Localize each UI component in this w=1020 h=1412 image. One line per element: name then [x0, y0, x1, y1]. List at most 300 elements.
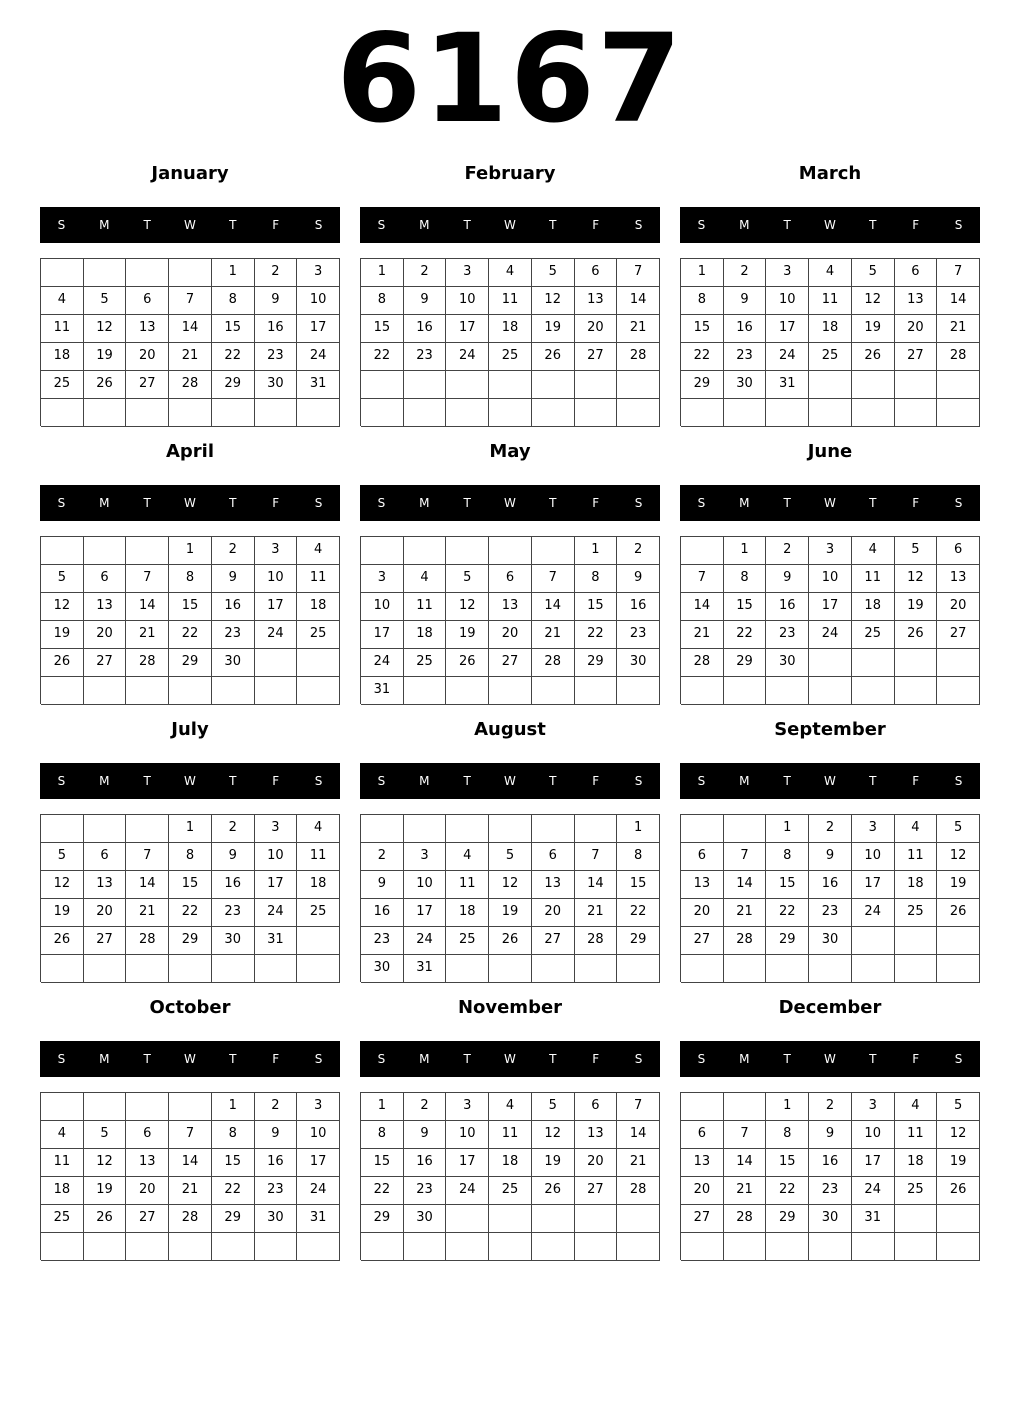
day-cell: 23 [617, 621, 660, 649]
day-cell: 8 [169, 843, 212, 871]
day-cell: 22 [169, 899, 212, 927]
day-cell: 1 [169, 537, 212, 565]
empty-cell [489, 1233, 532, 1261]
day-cell: 10 [361, 593, 404, 621]
weekday-label: F [912, 774, 920, 788]
day-cell: 11 [895, 1121, 938, 1149]
empty-cell [41, 1093, 84, 1121]
weekday-header [360, 207, 660, 243]
day-cell: 14 [126, 871, 169, 899]
day-cell: 5 [937, 1093, 980, 1121]
day-cell: 9 [724, 287, 767, 315]
day-grid [680, 814, 980, 982]
day-grid [680, 536, 980, 704]
empty-cell [937, 1233, 980, 1261]
day-cell: 31 [297, 371, 340, 399]
day-cell: 25 [809, 343, 852, 371]
day-cell: 4 [446, 843, 489, 871]
weekday-label: S [697, 774, 706, 788]
empty-cell [169, 259, 212, 287]
day-cell: 2 [809, 1093, 852, 1121]
day-cell: 2 [724, 259, 767, 287]
day-cell: 25 [895, 1177, 938, 1205]
empty-cell [532, 537, 575, 565]
day-cell: 22 [361, 343, 404, 371]
day-cell: 15 [575, 593, 618, 621]
day-cell: 15 [766, 1149, 809, 1177]
day-cell: 16 [361, 899, 404, 927]
month-name: November [457, 997, 563, 1018]
day-cell: 25 [404, 649, 447, 677]
empty-cell [575, 1205, 618, 1233]
day-cell: 10 [255, 843, 298, 871]
weekday-label: S [634, 1052, 643, 1066]
empty-cell [126, 259, 169, 287]
empty-cell [809, 677, 852, 705]
month-name: February [464, 163, 556, 184]
day-cell: 30 [766, 649, 809, 677]
empty-cell [937, 955, 980, 983]
empty-cell [937, 677, 980, 705]
empty-cell [937, 399, 980, 427]
weekday-label: T [143, 1052, 151, 1066]
empty-cell [532, 955, 575, 983]
weekday-label: F [592, 496, 600, 510]
day-cell: 19 [84, 343, 127, 371]
day-cell: 9 [361, 871, 404, 899]
day-cell: 25 [852, 621, 895, 649]
empty-cell [489, 677, 532, 705]
month-april [40, 436, 340, 714]
day-cell: 17 [446, 315, 489, 343]
day-cell: 6 [681, 1121, 724, 1149]
day-cell: 3 [255, 815, 298, 843]
weekday-label: M [419, 774, 430, 788]
day-cell: 22 [724, 621, 767, 649]
empty-cell [895, 1233, 938, 1261]
day-cell: 24 [766, 343, 809, 371]
day-cell: 14 [617, 1121, 660, 1149]
empty-cell [724, 399, 767, 427]
weekday-label: T [869, 496, 877, 510]
day-cell: 30 [724, 371, 767, 399]
day-cell: 27 [489, 649, 532, 677]
day-cell: 17 [852, 871, 895, 899]
day-cell: 28 [126, 649, 169, 677]
day-cell: 14 [126, 593, 169, 621]
weekday-label: M [739, 1052, 750, 1066]
day-cell: 12 [532, 287, 575, 315]
day-cell: 16 [255, 1149, 298, 1177]
day-cell: 27 [895, 343, 938, 371]
day-cell: 10 [446, 287, 489, 315]
empty-cell [809, 955, 852, 983]
day-cell: 1 [617, 815, 660, 843]
day-cell: 19 [532, 1149, 575, 1177]
empty-cell [895, 371, 938, 399]
empty-cell [361, 815, 404, 843]
day-cell: 6 [126, 287, 169, 315]
weekday-header [680, 1041, 980, 1077]
day-cell: 25 [41, 371, 84, 399]
empty-cell [404, 815, 447, 843]
day-cell: 14 [169, 315, 212, 343]
empty-cell [575, 371, 618, 399]
day-cell: 18 [41, 1177, 84, 1205]
day-cell: 5 [84, 287, 127, 315]
day-cell: 29 [212, 1205, 255, 1233]
weekday-label: T [869, 1052, 877, 1066]
weekday-header [40, 1041, 340, 1077]
day-cell: 2 [404, 1093, 447, 1121]
day-cell: 23 [809, 899, 852, 927]
day-cell: 2 [361, 843, 404, 871]
month-november [360, 992, 660, 1270]
day-cell: 8 [724, 565, 767, 593]
day-cell: 26 [532, 1177, 575, 1205]
day-cell: 21 [681, 621, 724, 649]
empty-cell [809, 371, 852, 399]
day-cell: 11 [489, 1121, 532, 1149]
day-cell: 8 [766, 843, 809, 871]
day-cell: 25 [446, 927, 489, 955]
weekday-label: T [229, 218, 237, 232]
empty-cell [895, 927, 938, 955]
day-cell: 11 [489, 287, 532, 315]
empty-cell [724, 1093, 767, 1121]
weekday-header [680, 763, 980, 799]
day-cell: 21 [169, 343, 212, 371]
day-cell: 5 [446, 565, 489, 593]
weekday-label: S [954, 774, 963, 788]
day-cell: 17 [255, 871, 298, 899]
day-cell: 13 [895, 287, 938, 315]
day-cell: 15 [212, 315, 255, 343]
empty-cell [297, 399, 340, 427]
day-cell: 19 [84, 1177, 127, 1205]
month-december [680, 992, 980, 1270]
weekday-label: M [419, 218, 430, 232]
day-cell: 17 [297, 1149, 340, 1177]
day-cell: 14 [169, 1149, 212, 1177]
weekday-label: W [504, 496, 516, 510]
day-cell: 20 [84, 621, 127, 649]
weekday-label: F [272, 496, 280, 510]
day-cell: 13 [126, 1149, 169, 1177]
day-cell: 20 [681, 1177, 724, 1205]
day-cell: 18 [297, 593, 340, 621]
day-cell: 7 [724, 1121, 767, 1149]
day-cell: 26 [895, 621, 938, 649]
empty-cell [84, 259, 127, 287]
empty-cell [446, 399, 489, 427]
weekday-label: M [99, 218, 110, 232]
day-cell: 10 [446, 1121, 489, 1149]
weekday-label: T [463, 218, 471, 232]
day-cell: 22 [212, 1177, 255, 1205]
day-cell: 24 [255, 899, 298, 927]
empty-cell [617, 955, 660, 983]
day-cell: 10 [852, 1121, 895, 1149]
day-cell: 27 [937, 621, 980, 649]
weekday-label: T [143, 774, 151, 788]
day-cell: 7 [617, 259, 660, 287]
empty-cell [532, 1233, 575, 1261]
empty-cell [681, 815, 724, 843]
day-cell: 1 [361, 1093, 404, 1121]
weekday-label: S [57, 774, 66, 788]
day-cell: 9 [212, 843, 255, 871]
day-cell: 13 [575, 1121, 618, 1149]
day-grid [360, 258, 660, 426]
weekday-label: T [229, 774, 237, 788]
day-cell: 15 [361, 315, 404, 343]
weekday-label: S [634, 218, 643, 232]
day-cell: 13 [126, 315, 169, 343]
day-cell: 11 [809, 287, 852, 315]
day-cell: 16 [724, 315, 767, 343]
day-cell: 7 [575, 843, 618, 871]
day-cell: 21 [937, 315, 980, 343]
day-cell: 23 [212, 621, 255, 649]
empty-cell [84, 1093, 127, 1121]
empty-cell [681, 1233, 724, 1261]
empty-cell [169, 677, 212, 705]
weekday-label: S [954, 1052, 963, 1066]
day-cell: 27 [126, 1205, 169, 1233]
empty-cell [489, 815, 532, 843]
weekday-label: F [272, 1052, 280, 1066]
day-cell: 10 [852, 843, 895, 871]
weekday-label: S [954, 496, 963, 510]
weekday-label: F [272, 774, 280, 788]
empty-cell [489, 371, 532, 399]
month-august [360, 714, 660, 992]
day-cell: 2 [809, 815, 852, 843]
empty-cell [84, 815, 127, 843]
day-cell: 24 [297, 343, 340, 371]
empty-cell [41, 399, 84, 427]
empty-cell [212, 955, 255, 983]
day-cell: 5 [489, 843, 532, 871]
day-cell: 9 [809, 1121, 852, 1149]
day-cell: 24 [361, 649, 404, 677]
empty-cell [681, 955, 724, 983]
day-cell: 4 [41, 287, 84, 315]
day-cell: 21 [532, 621, 575, 649]
day-cell: 8 [212, 287, 255, 315]
empty-cell [532, 1205, 575, 1233]
weekday-label: T [783, 774, 791, 788]
day-grid [360, 536, 660, 704]
weekday-label: S [697, 218, 706, 232]
day-cell: 2 [404, 259, 447, 287]
empty-cell [126, 399, 169, 427]
empty-cell [937, 1205, 980, 1233]
empty-cell [169, 955, 212, 983]
empty-cell [361, 399, 404, 427]
weekday-label: S [377, 218, 386, 232]
empty-cell [84, 677, 127, 705]
empty-cell [895, 677, 938, 705]
weekday-label: W [184, 218, 196, 232]
day-cell: 16 [212, 593, 255, 621]
empty-cell [532, 677, 575, 705]
day-cell: 2 [617, 537, 660, 565]
empty-cell [84, 1233, 127, 1261]
day-cell: 17 [766, 315, 809, 343]
day-cell: 27 [575, 343, 618, 371]
day-cell: 15 [169, 871, 212, 899]
day-cell: 19 [937, 1149, 980, 1177]
day-cell: 3 [446, 259, 489, 287]
weekday-label: M [419, 1052, 430, 1066]
day-cell: 7 [937, 259, 980, 287]
empty-cell [852, 927, 895, 955]
day-cell: 12 [937, 843, 980, 871]
day-cell: 29 [681, 371, 724, 399]
weekday-header [360, 763, 660, 799]
day-cell: 25 [41, 1205, 84, 1233]
empty-cell [617, 371, 660, 399]
day-cell: 31 [361, 677, 404, 705]
empty-cell [489, 537, 532, 565]
month-name: September [774, 719, 886, 740]
weekday-label: F [272, 218, 280, 232]
empty-cell [617, 1205, 660, 1233]
empty-cell [212, 1233, 255, 1261]
empty-cell [617, 399, 660, 427]
weekday-label: T [783, 218, 791, 232]
day-grid [360, 814, 660, 982]
day-cell: 23 [404, 343, 447, 371]
day-cell: 15 [361, 1149, 404, 1177]
day-cell: 24 [255, 621, 298, 649]
weekday-label: S [57, 496, 66, 510]
day-cell: 30 [255, 1205, 298, 1233]
day-cell: 10 [255, 565, 298, 593]
day-cell: 10 [297, 1121, 340, 1149]
month-name: October [149, 997, 231, 1018]
empty-cell [169, 1093, 212, 1121]
day-cell: 27 [681, 927, 724, 955]
day-cell: 30 [809, 927, 852, 955]
day-cell: 14 [681, 593, 724, 621]
day-cell: 14 [937, 287, 980, 315]
day-cell: 28 [724, 1205, 767, 1233]
day-cell: 13 [681, 1149, 724, 1177]
day-grid [360, 1092, 660, 1260]
day-cell: 11 [297, 843, 340, 871]
weekday-label: S [57, 1052, 66, 1066]
day-cell: 19 [489, 899, 532, 927]
weekday-label: S [634, 774, 643, 788]
day-cell: 28 [617, 343, 660, 371]
day-cell: 30 [255, 371, 298, 399]
day-cell: 20 [575, 315, 618, 343]
weekday-label: T [783, 1052, 791, 1066]
day-cell: 7 [532, 565, 575, 593]
day-cell: 9 [766, 565, 809, 593]
day-cell: 30 [212, 649, 255, 677]
day-cell: 14 [617, 287, 660, 315]
month-july [40, 714, 340, 992]
day-cell: 12 [84, 1149, 127, 1177]
day-cell: 27 [84, 927, 127, 955]
day-cell: 13 [532, 871, 575, 899]
day-cell: 7 [169, 1121, 212, 1149]
day-cell: 14 [724, 1149, 767, 1177]
day-cell: 22 [766, 899, 809, 927]
day-cell: 27 [681, 1205, 724, 1233]
day-cell: 21 [169, 1177, 212, 1205]
day-cell: 26 [446, 649, 489, 677]
day-cell: 23 [809, 1177, 852, 1205]
weekday-label: W [184, 496, 196, 510]
day-cell: 2 [255, 1093, 298, 1121]
day-cell: 18 [895, 1149, 938, 1177]
day-cell: 20 [937, 593, 980, 621]
day-cell: 25 [489, 343, 532, 371]
day-cell: 12 [937, 1121, 980, 1149]
day-cell: 22 [361, 1177, 404, 1205]
weekday-label: F [592, 218, 600, 232]
day-cell: 10 [809, 565, 852, 593]
day-cell: 7 [724, 843, 767, 871]
day-cell: 1 [766, 815, 809, 843]
empty-cell [489, 1205, 532, 1233]
day-cell: 20 [126, 343, 169, 371]
empty-cell [255, 649, 298, 677]
empty-cell [681, 1093, 724, 1121]
month-name: April [165, 441, 215, 462]
day-cell: 3 [297, 1093, 340, 1121]
day-cell: 11 [404, 593, 447, 621]
day-cell: 15 [169, 593, 212, 621]
empty-cell [809, 649, 852, 677]
day-cell: 27 [84, 649, 127, 677]
day-cell: 11 [41, 1149, 84, 1177]
day-cell: 4 [809, 259, 852, 287]
day-cell: 5 [41, 565, 84, 593]
empty-cell [852, 399, 895, 427]
empty-cell [446, 1233, 489, 1261]
day-cell: 23 [255, 343, 298, 371]
day-grid [680, 258, 980, 426]
day-cell: 1 [212, 1093, 255, 1121]
day-cell: 16 [809, 871, 852, 899]
empty-cell [404, 677, 447, 705]
day-cell: 28 [681, 649, 724, 677]
empty-cell [575, 1233, 618, 1261]
day-cell: 1 [169, 815, 212, 843]
weekday-label: W [824, 1052, 836, 1066]
day-cell: 14 [724, 871, 767, 899]
empty-cell [84, 399, 127, 427]
day-cell: 12 [41, 871, 84, 899]
weekday-label: S [377, 774, 386, 788]
day-cell: 19 [895, 593, 938, 621]
empty-cell [41, 537, 84, 565]
day-cell: 30 [809, 1205, 852, 1233]
day-cell: 21 [575, 899, 618, 927]
day-cell: 1 [724, 537, 767, 565]
day-cell: 2 [255, 259, 298, 287]
empty-cell [255, 955, 298, 983]
weekday-label: S [377, 496, 386, 510]
day-cell: 31 [766, 371, 809, 399]
day-cell: 8 [681, 287, 724, 315]
